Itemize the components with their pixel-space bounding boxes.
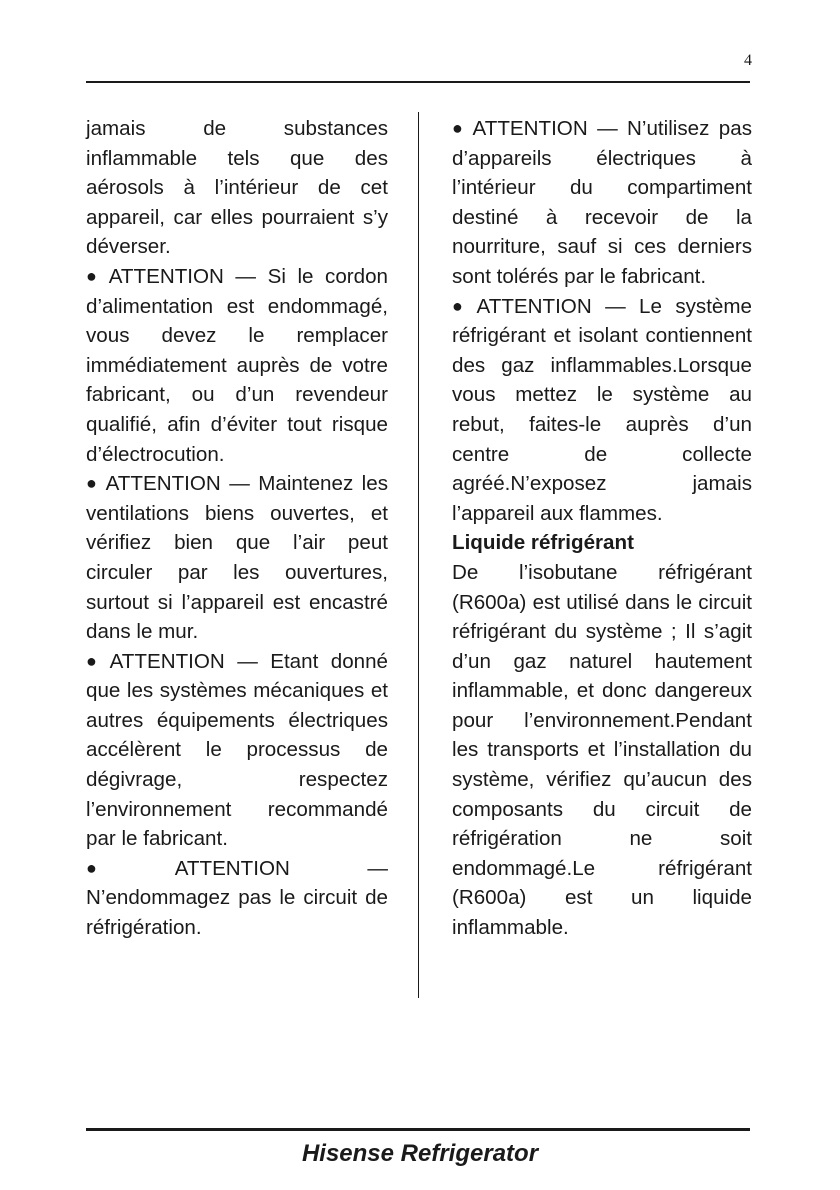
bullet-icon: ● xyxy=(452,295,471,316)
warning-paragraph xyxy=(452,292,752,529)
warning-paragraph xyxy=(86,469,388,647)
footer-rule xyxy=(86,1128,750,1131)
header-rule xyxy=(86,81,750,83)
column-divider xyxy=(418,112,419,998)
left-column xyxy=(86,114,388,943)
paragraph xyxy=(86,114,388,262)
warning-paragraph xyxy=(86,854,388,943)
bullet-icon: ● xyxy=(86,650,104,671)
footer-brand: Hisense Refrigerator xyxy=(301,1140,539,1167)
bullet-icon: ● xyxy=(86,265,103,286)
bullet-icon: ● xyxy=(86,473,100,494)
warning-text: ATTENTION — Le système réfrigérant et isolant contiennent des gaz inflammables.Lorsque vous mettez le système au rebut, faites-le auprès d’un centre de collecte agréé.N’exposez jamais l’appareil aux flammes. xyxy=(452,294,752,525)
bullet-icon: ● xyxy=(86,857,169,878)
warning-text: ATTENTION — Si le cordon d’alimentation est endommagé, vous devez le remplacer immédiatement auprès de votre fabricant, ou d’un revendeur qualifié, afin d’éviter tout risque d’électrocution. xyxy=(86,264,388,466)
right-column xyxy=(452,114,752,943)
paragraph-text: De l’isobutane réfrigérant (R600a) est utilisé dans le circuit réfrigérant du système ; Il s’agit d’un gaz naturel hautement inflammable, et donc dangereux pour l’environnement.Pendant les transports et l’installation du système, vérifiez qu’aucun des composants du circuit de réfrigération ne soit endommagé.Le réfrigérant (R600a) est un liquide inflammable. xyxy=(452,560,752,940)
warning-text: ATTENTION — N’endommagez pas le circuit de réfrigération. xyxy=(86,856,389,940)
warning-paragraph xyxy=(86,262,388,469)
warning-paragraph xyxy=(86,647,388,854)
paragraph xyxy=(452,558,752,943)
paragraph-text: jamais de substances inflammable tels que des aérosols à l’intérieur de cet appareil, car elles pourraient s’y déverser. xyxy=(86,117,388,259)
bullet-icon: ● xyxy=(452,118,467,138)
page-number: 4 xyxy=(744,52,752,69)
section-heading: Liquide réfrigérant xyxy=(452,531,634,555)
warning-text: ATTENTION — Etant donné que les systèmes mécaniques et autres équipements électriques accélèrent le processus de dégivrage, respectez l’environnement recommandé par le fabricant. xyxy=(86,649,389,851)
warning-text: ATTENTION — Maintenez les ventilations biens ouvertes, et vérifiez bien que l’air peut circuler par les ouvertures, surtout si l’appareil est encastré dans le mur. xyxy=(86,472,389,644)
warning-paragraph xyxy=(452,114,752,292)
warning-text: ATTENTION — N’utilisez pas d’appareils électriques à l’intérieur du compartiment destiné à recevoir de la nourriture, sauf si ces derniers sont tolérés par le fabricant. xyxy=(452,117,752,288)
